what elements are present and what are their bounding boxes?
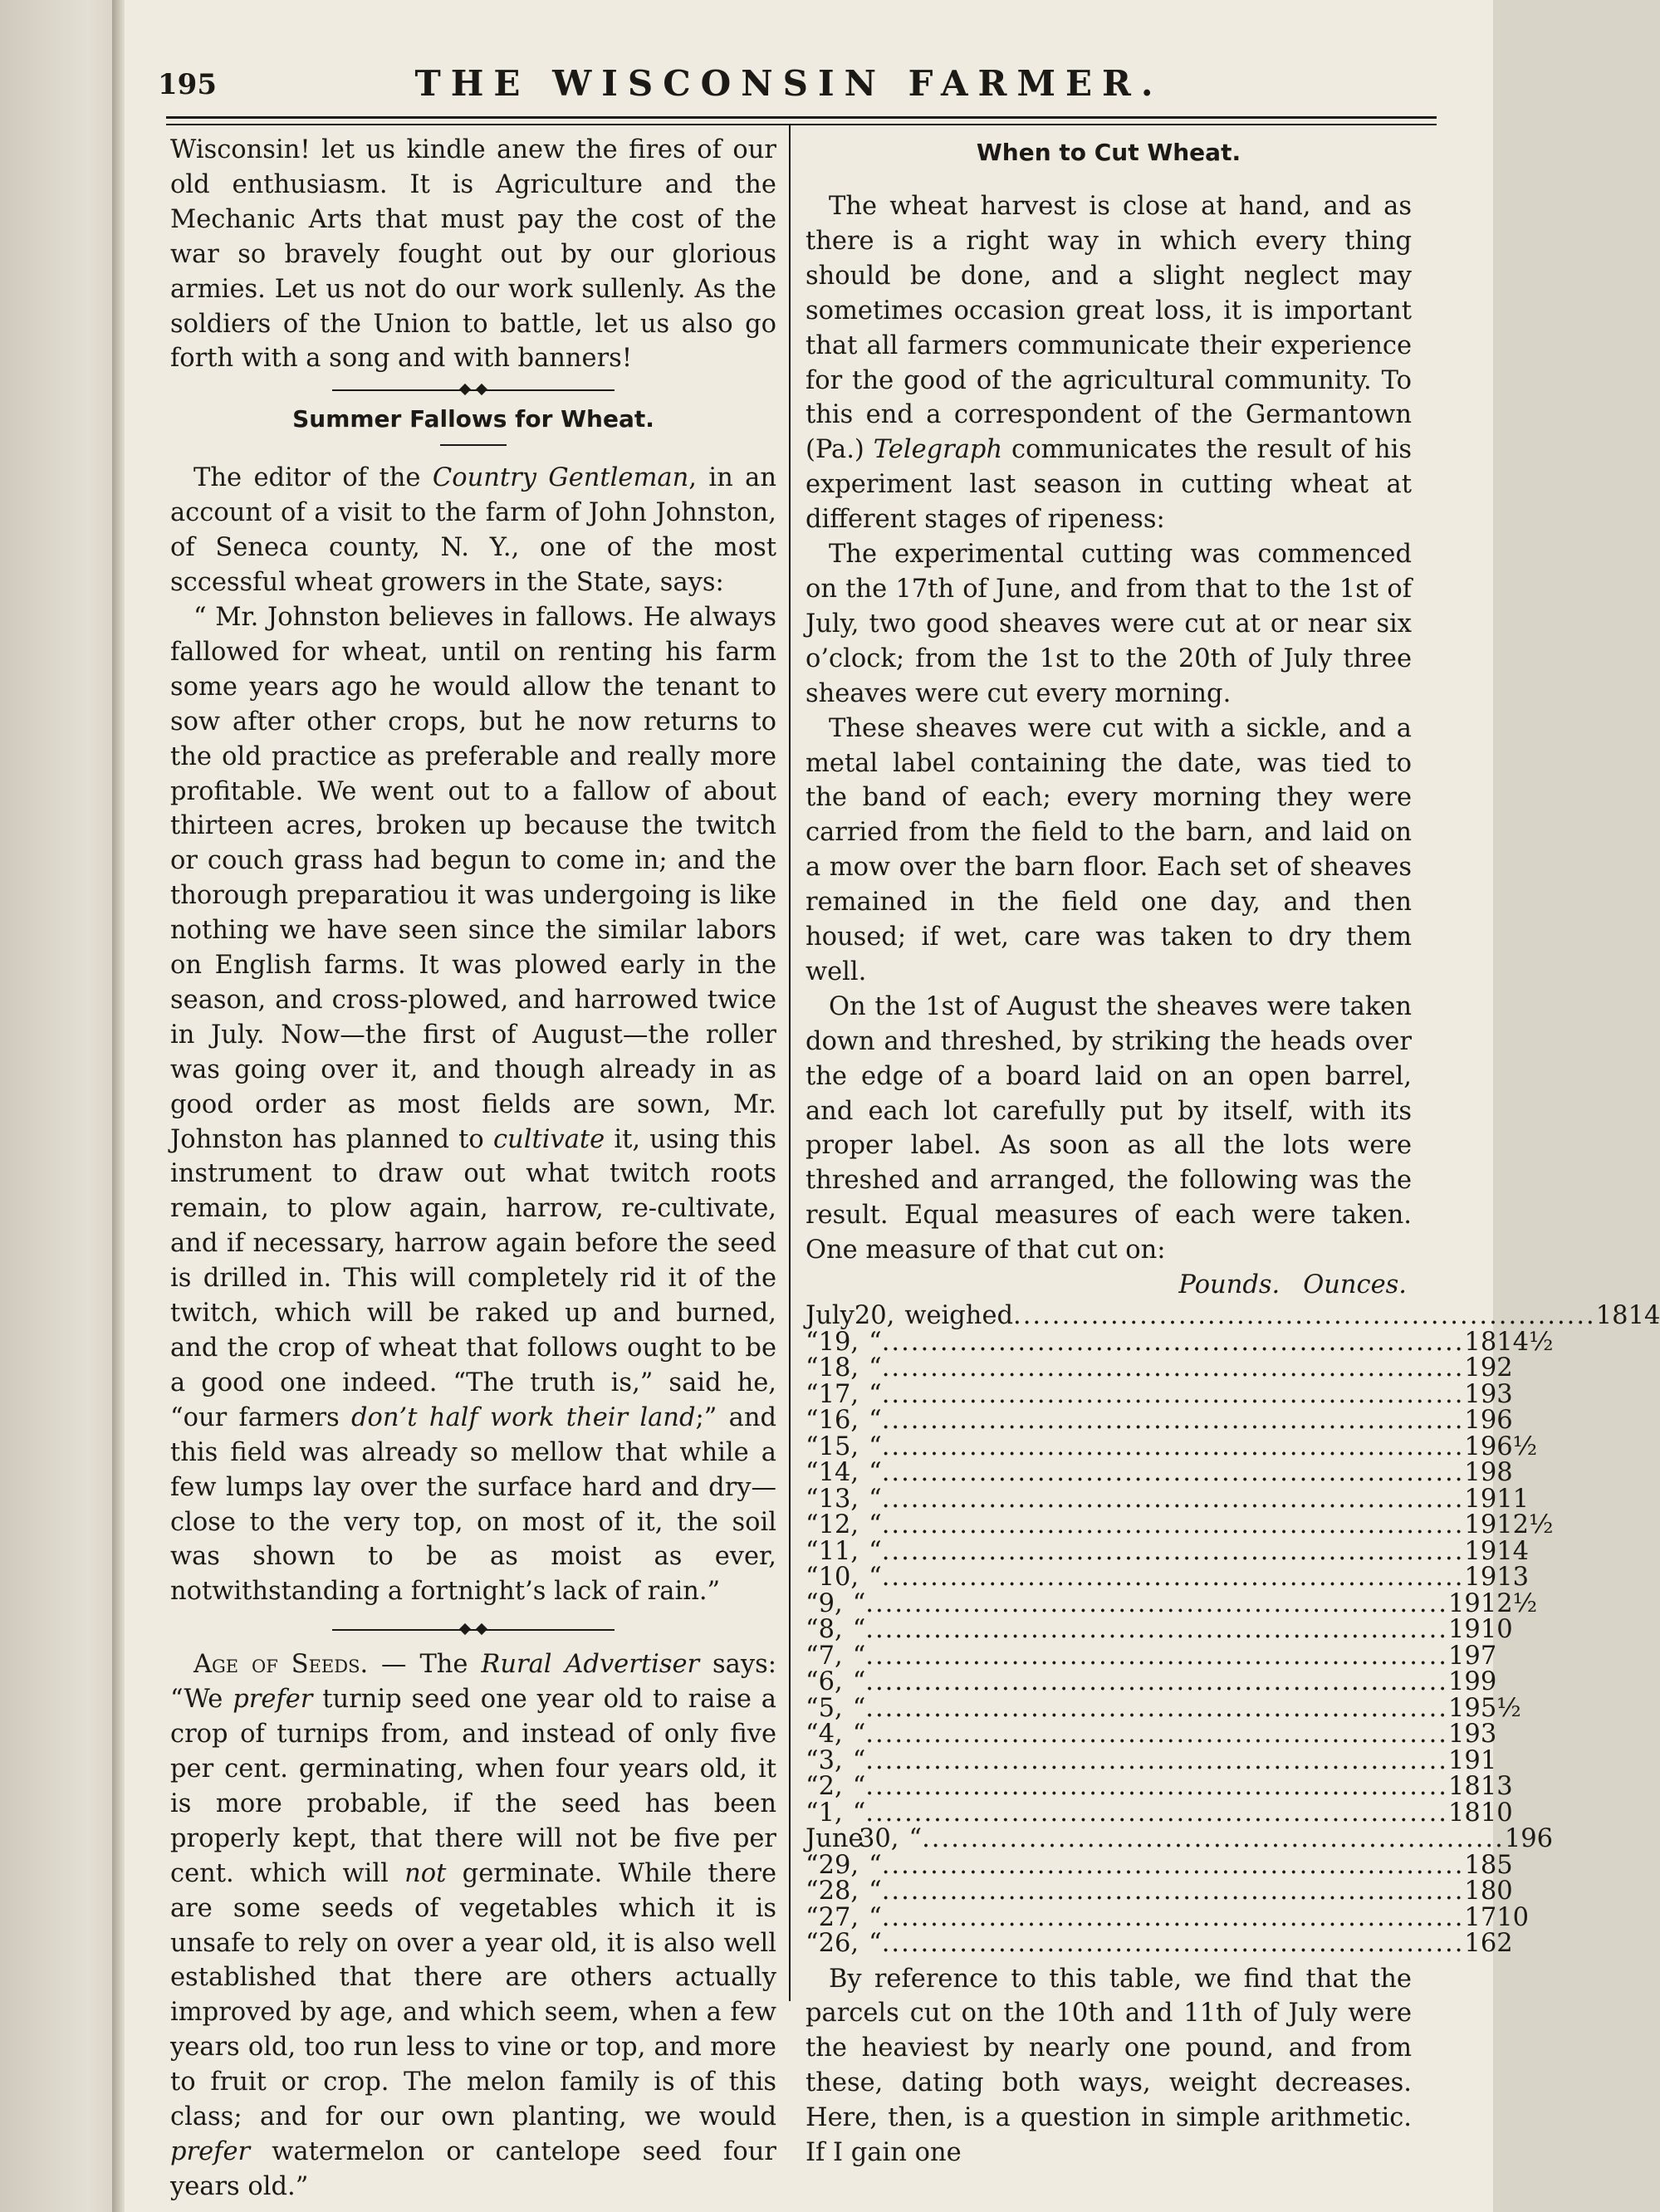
row-dots: ............................................................ <box>881 1379 1465 1409</box>
row-month: “ <box>806 1484 819 1514</box>
row-dots: ............................................................ <box>881 1353 1465 1382</box>
row-day: 7, <box>818 1641 843 1671</box>
row-day: 20, <box>854 1301 895 1330</box>
row-pounds: 19 <box>1448 1667 1481 1696</box>
row-ounces: 3 <box>1496 1379 1513 1409</box>
row-month: “ <box>806 1745 819 1775</box>
row-pounds: 19 <box>1464 1406 1497 1435</box>
row-month: “ <box>806 1902 819 1932</box>
row-pounds: 19 <box>1464 1536 1497 1566</box>
row-dots: ............................................................ <box>881 1458 1465 1487</box>
row-pounds: 18 <box>1464 1850 1497 1880</box>
intro-paragraph: Wisconsin! let us kindle anew the fires of our old enthusiasm. It is Agriculture and the Mechanic Arts that must pay the cost of the war so bravely fought out by our glorious armies. Let us not do our work sullenly. As the soldiers of the Union to battle, let us also go forth with a song and with banners! <box>170 135 776 374</box>
row-day: 9, <box>818 1588 843 1618</box>
row-pounds: 19 <box>1464 1379 1497 1409</box>
row-word: “ <box>852 1720 866 1749</box>
table-row <box>806 1458 1513 1487</box>
row-day: 18, <box>818 1353 859 1382</box>
row-pounds: 19 <box>1464 1563 1497 1592</box>
row-dots: ............................................................ <box>1013 1301 1596 1330</box>
table-row <box>806 1588 1538 1618</box>
row-dots: ............................................................ <box>881 1850 1465 1880</box>
table-row <box>806 1353 1513 1382</box>
journal-title: THE WISCONSIN FARMER. <box>414 63 1163 104</box>
wheat-paragraph-5: By reference to this table, we find that the parcels cut on the 10th and 11th of July were the heaviest by nearly one pound, and from these, dating both ways, weight decreases. Here, then, is a question in simple arithmetic. If I gain one <box>806 1964 1412 2168</box>
row-dots: ............................................................ <box>865 1720 1449 1749</box>
row-word: “ <box>869 1877 882 1906</box>
row-month: “ <box>806 1353 819 1382</box>
table-row <box>806 1510 1554 1539</box>
row-dots: ............................................................ <box>881 1877 1465 1906</box>
table-header <box>806 1268 1412 1303</box>
row-month: “ <box>806 1327 819 1357</box>
row-month: “ <box>806 1458 819 1487</box>
row-ounces: 6 <box>1496 1406 1513 1435</box>
table-row <box>806 1929 1513 1958</box>
row-ounces: 5 <box>1496 1850 1513 1880</box>
row-pounds: 17 <box>1464 1902 1497 1932</box>
row-word: “ <box>908 1824 923 1853</box>
row-dots: ............................................................ <box>881 1484 1465 1514</box>
row-day: 30, <box>859 1824 899 1853</box>
row-ounces: 14 <box>1628 1301 1660 1330</box>
row-word: “ <box>869 1406 882 1435</box>
column-divider <box>789 125 791 2001</box>
fallows-paragraph-2: “ Mr. Johnston believes in fallows. He always fallowed for wheat, until on renting his farm some years ago he would allow the tenant to sow after other crops, but he now returns to the old practice as preferable and really more profitable. We went out to a fallow of about thirteen acres, broken up because the twitch or couch grass had begun to come in; and the thorough preparatiou it was undergoing is like nothing we have seen since the similar labors on English farms. It was plowed early in the season, and cross-plowed, and harrowed twice in July. Now—the first of August—the roller was going over it, and though already in as good order as most fields are sown, Mr. Johnston has planned to cultivate it, using this instrument to draw out what twitch roots remain, to plow again, harrow, re-cultivate, and if necessary, harrow again before the seed is drilled in. This will completely rid it of the twitch, which will be raked up and burned, and the crop of wheat that follows ought to be a good one indeed. “The truth is,” said he, “our farmers don’t half work their land;” and this field was already so mellow that while a few lumps lay over the surface hard and dry—close to the very top, on most of it, the soil was shown to be as moist as ever, notwithstanding a fortnight’s lack of rain.” <box>170 602 776 1607</box>
row-month: July <box>806 1301 854 1330</box>
row-pounds: 19 <box>1504 1824 1537 1853</box>
row-day: 5, <box>818 1693 843 1723</box>
row-word: “ <box>852 1641 866 1671</box>
row-dots: ............................................................ <box>881 1431 1465 1461</box>
weight-table <box>806 1301 1660 1958</box>
row-day: 12, <box>818 1510 859 1539</box>
row-month: “ <box>806 1929 819 1958</box>
row-month: “ <box>806 1406 819 1435</box>
row-day: 2, <box>818 1772 843 1801</box>
table-row <box>806 1536 1530 1566</box>
row-dots: ............................................................ <box>865 1588 1449 1618</box>
row-month: “ <box>806 1510 819 1539</box>
table-row <box>806 1641 1497 1671</box>
row-pounds: 19 <box>1464 1484 1497 1514</box>
table-row <box>806 1406 1513 1435</box>
row-ounces: 14 <box>1496 1536 1530 1566</box>
table-row <box>806 1720 1497 1749</box>
row-ounces: 9 <box>1480 1667 1497 1696</box>
row-ounces: 11 <box>1496 1484 1530 1514</box>
row-pounds: 19 <box>1464 1510 1497 1539</box>
table-row <box>806 1902 1530 1932</box>
row-ounces: 2 <box>1496 1929 1513 1958</box>
row-dots: ............................................................ <box>865 1798 1449 1828</box>
row-month: “ <box>806 1877 819 1906</box>
row-pounds: 18 <box>1464 1327 1497 1357</box>
row-dots: ............................................................ <box>865 1615 1449 1644</box>
page-number: 195 <box>158 68 217 101</box>
row-word: “ <box>869 1929 882 1958</box>
fallows-title: Summer Fallows for Wheat. <box>292 405 654 433</box>
row-ounces: 10 <box>1480 1798 1513 1828</box>
right-column <box>806 133 1660 2170</box>
row-ounces: 1 <box>1480 1745 1497 1775</box>
book-binding <box>0 0 125 2212</box>
row-ounces: 14½ <box>1496 1327 1554 1357</box>
row-day: 1, <box>818 1798 843 1828</box>
row-ounces: 3 <box>1480 1720 1497 1749</box>
seeds-title: Age of Seeds. <box>193 1650 369 1680</box>
row-ounces: 13 <box>1480 1772 1513 1801</box>
row-word: “ <box>852 1745 866 1775</box>
row-pounds: 19 <box>1448 1720 1481 1749</box>
row-day: 10, <box>818 1563 859 1592</box>
row-pounds: 19 <box>1448 1615 1481 1644</box>
table-row <box>806 1379 1513 1409</box>
country-gentleman-title: Country Gentleman <box>432 463 689 493</box>
table-row <box>806 1798 1513 1828</box>
row-dots: ............................................................ <box>881 1406 1465 1435</box>
row-word: “ <box>869 1510 882 1539</box>
row-dots: ............................................................ <box>881 1327 1465 1357</box>
header-rule <box>166 116 1437 125</box>
table-row <box>806 1484 1530 1514</box>
row-month: “ <box>806 1772 819 1801</box>
wheat-paragraph-4: On the 1st of August the sheaves were taken down and threshed, by striking the heads over the edge of a board laid on an open barrel, and each lot carefully put by itself, with its proper label. As soon as all the lots were threshed and arranged, the following was the result. Equal measures of each were taken. One measure of that cut on: <box>806 991 1412 1265</box>
fallows-paragraph-1: The editor of the Country Gentleman, in an account of a visit to the farm of John Johnston, of Seneca county, N. Y., one of the most sccessful wheat growers in the State, says: <box>170 463 777 598</box>
wheat-paragraph-3: These sheaves were cut with a sickle, and a metal label containing the date, was tied to the band of each; every morning they were carried from the field to the barn, and laid on a mow over the barn floor. Each set of sheaves remained in the field one day, and then housed; if wet, care was taken to dry them well. <box>806 713 1412 986</box>
row-month: “ <box>806 1563 819 1592</box>
table-row <box>806 1563 1530 1592</box>
row-ounces: 5½ <box>1480 1693 1521 1723</box>
row-month: “ <box>806 1615 819 1644</box>
table-row <box>806 1327 1554 1357</box>
row-word: “ <box>869 1353 882 1382</box>
row-pounds: 19 <box>1448 1588 1481 1618</box>
wheat-paragraph-1: The wheat harvest is close at hand, and as there is a right way in which every thing should be done, and a slight neglect may sometimes occasion great loss, it is important that all farmers communicate their experience for the good of the agricultural community. To this end a correspondent of the Germantown (Pa.) Telegraph communicates the result of his experiment last season in cutting wheat at different stages of ripeness: <box>806 192 1412 535</box>
row-day: 26, <box>818 1929 859 1958</box>
row-dots: ............................................................ <box>881 1929 1465 1958</box>
wheat-paragraph-2: The experimental cutting was commenced on the 17th of June, and from that to the 1st of July, two good sheaves were cut at or near six o’clock; from the 1st to the 20th of July three sheaves were cut every morning. <box>806 540 1412 708</box>
row-word: “ <box>869 1484 882 1514</box>
table-row <box>806 1850 1513 1880</box>
table-row <box>806 1824 1554 1853</box>
row-ounces: 7 <box>1480 1641 1497 1671</box>
row-ounces: 10 <box>1480 1615 1513 1644</box>
row-month: “ <box>806 1720 819 1749</box>
row-day: 11, <box>818 1536 859 1566</box>
page <box>125 0 1660 2212</box>
table-row <box>806 1615 1513 1644</box>
row-day: 16, <box>818 1406 859 1435</box>
row-dots: ............................................................ <box>865 1693 1449 1723</box>
row-month: “ <box>806 1641 819 1671</box>
pounds-header: Pounds. <box>1178 1270 1281 1300</box>
row-pounds: 19 <box>1464 1353 1497 1382</box>
left-column <box>170 133 776 2205</box>
row-word: “ <box>869 1379 882 1409</box>
row-month: “ <box>806 1431 819 1461</box>
row-word: “ <box>852 1667 866 1696</box>
row-word: “ <box>869 1327 882 1357</box>
row-day: 14, <box>818 1458 859 1487</box>
row-month: “ <box>806 1667 819 1696</box>
row-word: “ <box>869 1563 882 1592</box>
row-pounds: 19 <box>1448 1693 1481 1723</box>
row-month: “ <box>806 1588 819 1618</box>
telegraph-title: Telegraph <box>873 435 1003 465</box>
row-day: 29, <box>818 1850 859 1880</box>
seeds-paragraph: Age of Seeds. — The Rural Advertiser says: “We prefer turnip seed one year old to raise a crop of turnips from, and instead of only five per cent. germinating, when four years old, it is more probable, if the seed has been properly kept, that there will not be five per cent. which will not germinate. While there are some seeds of vegetables which it is unsafe to rely on over a year old, it is also well established that there are others actually improved by age, and which seem, when a few years old, too run less to vine or top, and more to fruit or crop. The melon family is of this class; and for our own planting, we would prefer watermelon or cantelope seed four years old.” <box>170 1650 777 2201</box>
section-ornament <box>332 381 615 399</box>
row-pounds: 18 <box>1448 1798 1481 1828</box>
table-row <box>806 1301 1660 1330</box>
table-row <box>806 1431 1538 1461</box>
row-word: “ <box>869 1458 882 1487</box>
row-day: 19, <box>818 1327 859 1357</box>
half-work-emphasis: don’t half work their land <box>351 1402 696 1432</box>
running-header <box>158 58 1420 108</box>
row-month: “ <box>806 1798 819 1828</box>
row-dots: ............................................................ <box>865 1667 1449 1696</box>
row-word: “ <box>852 1693 866 1723</box>
row-ounces: 12½ <box>1496 1510 1554 1539</box>
row-pounds: 18 <box>1595 1301 1628 1330</box>
row-day: 15, <box>818 1431 859 1461</box>
row-day: 6, <box>818 1667 843 1696</box>
row-pounds: 16 <box>1464 1929 1497 1958</box>
row-dots: ............................................................ <box>881 1563 1465 1592</box>
table-row <box>806 1693 1521 1723</box>
row-month: “ <box>806 1379 819 1409</box>
title-rule <box>440 444 507 446</box>
row-word: “ <box>869 1536 882 1566</box>
row-word: weighed <box>904 1301 1014 1330</box>
table-row <box>806 1667 1497 1696</box>
cultivate-emphasis: cultivate <box>492 1124 605 1154</box>
section-ornament-2 <box>332 1621 615 1639</box>
row-ounces: 6 <box>1536 1824 1554 1853</box>
row-dots: ............................................................ <box>881 1536 1465 1566</box>
row-word: “ <box>852 1615 866 1644</box>
row-dots: ............................................................ <box>865 1745 1449 1775</box>
row-month: June <box>806 1824 864 1853</box>
row-day: 28, <box>818 1877 859 1906</box>
row-ounces: 8 <box>1496 1458 1513 1487</box>
row-pounds: 19 <box>1464 1458 1497 1487</box>
row-word: “ <box>852 1588 866 1618</box>
row-month: “ <box>806 1693 819 1723</box>
row-word: “ <box>869 1902 882 1932</box>
row-ounces: 10 <box>1496 1902 1530 1932</box>
row-ounces: 12½ <box>1480 1588 1538 1618</box>
row-month: “ <box>806 1536 819 1566</box>
table-row <box>806 1877 1513 1906</box>
row-word: “ <box>852 1798 866 1828</box>
row-pounds: 19 <box>1464 1431 1497 1461</box>
row-word: “ <box>852 1772 866 1801</box>
row-dots: ............................................................ <box>881 1510 1465 1539</box>
row-day: 3, <box>818 1745 843 1775</box>
row-dots: ............................................................ <box>922 1824 1505 1853</box>
row-day: 4, <box>818 1720 843 1749</box>
row-word: “ <box>869 1850 882 1880</box>
row-pounds: 18 <box>1448 1772 1481 1801</box>
row-pounds: 18 <box>1464 1877 1497 1906</box>
row-day: 13, <box>818 1484 859 1514</box>
row-dots: ............................................................ <box>865 1772 1449 1801</box>
row-dots: ............................................................ <box>881 1902 1465 1932</box>
row-pounds: 19 <box>1448 1745 1481 1775</box>
row-ounces: 0 <box>1496 1877 1513 1906</box>
row-day: 8, <box>818 1615 843 1644</box>
table-row <box>806 1772 1513 1801</box>
row-dots: ............................................................ <box>865 1641 1449 1671</box>
row-word: “ <box>869 1431 882 1461</box>
rural-advertiser-title: Rural Advertiser <box>481 1650 700 1680</box>
table-row <box>806 1745 1497 1775</box>
wheat-title: When to Cut Wheat. <box>976 139 1241 166</box>
row-month: “ <box>806 1850 819 1880</box>
row-ounces: 13 <box>1496 1563 1530 1592</box>
row-ounces: 2 <box>1496 1353 1513 1382</box>
ounces-header: Ounces. <box>1303 1270 1407 1300</box>
row-day: 27, <box>818 1902 859 1932</box>
row-day: 17, <box>818 1379 859 1409</box>
row-pounds: 19 <box>1448 1641 1481 1671</box>
row-ounces: 6½ <box>1496 1431 1538 1461</box>
